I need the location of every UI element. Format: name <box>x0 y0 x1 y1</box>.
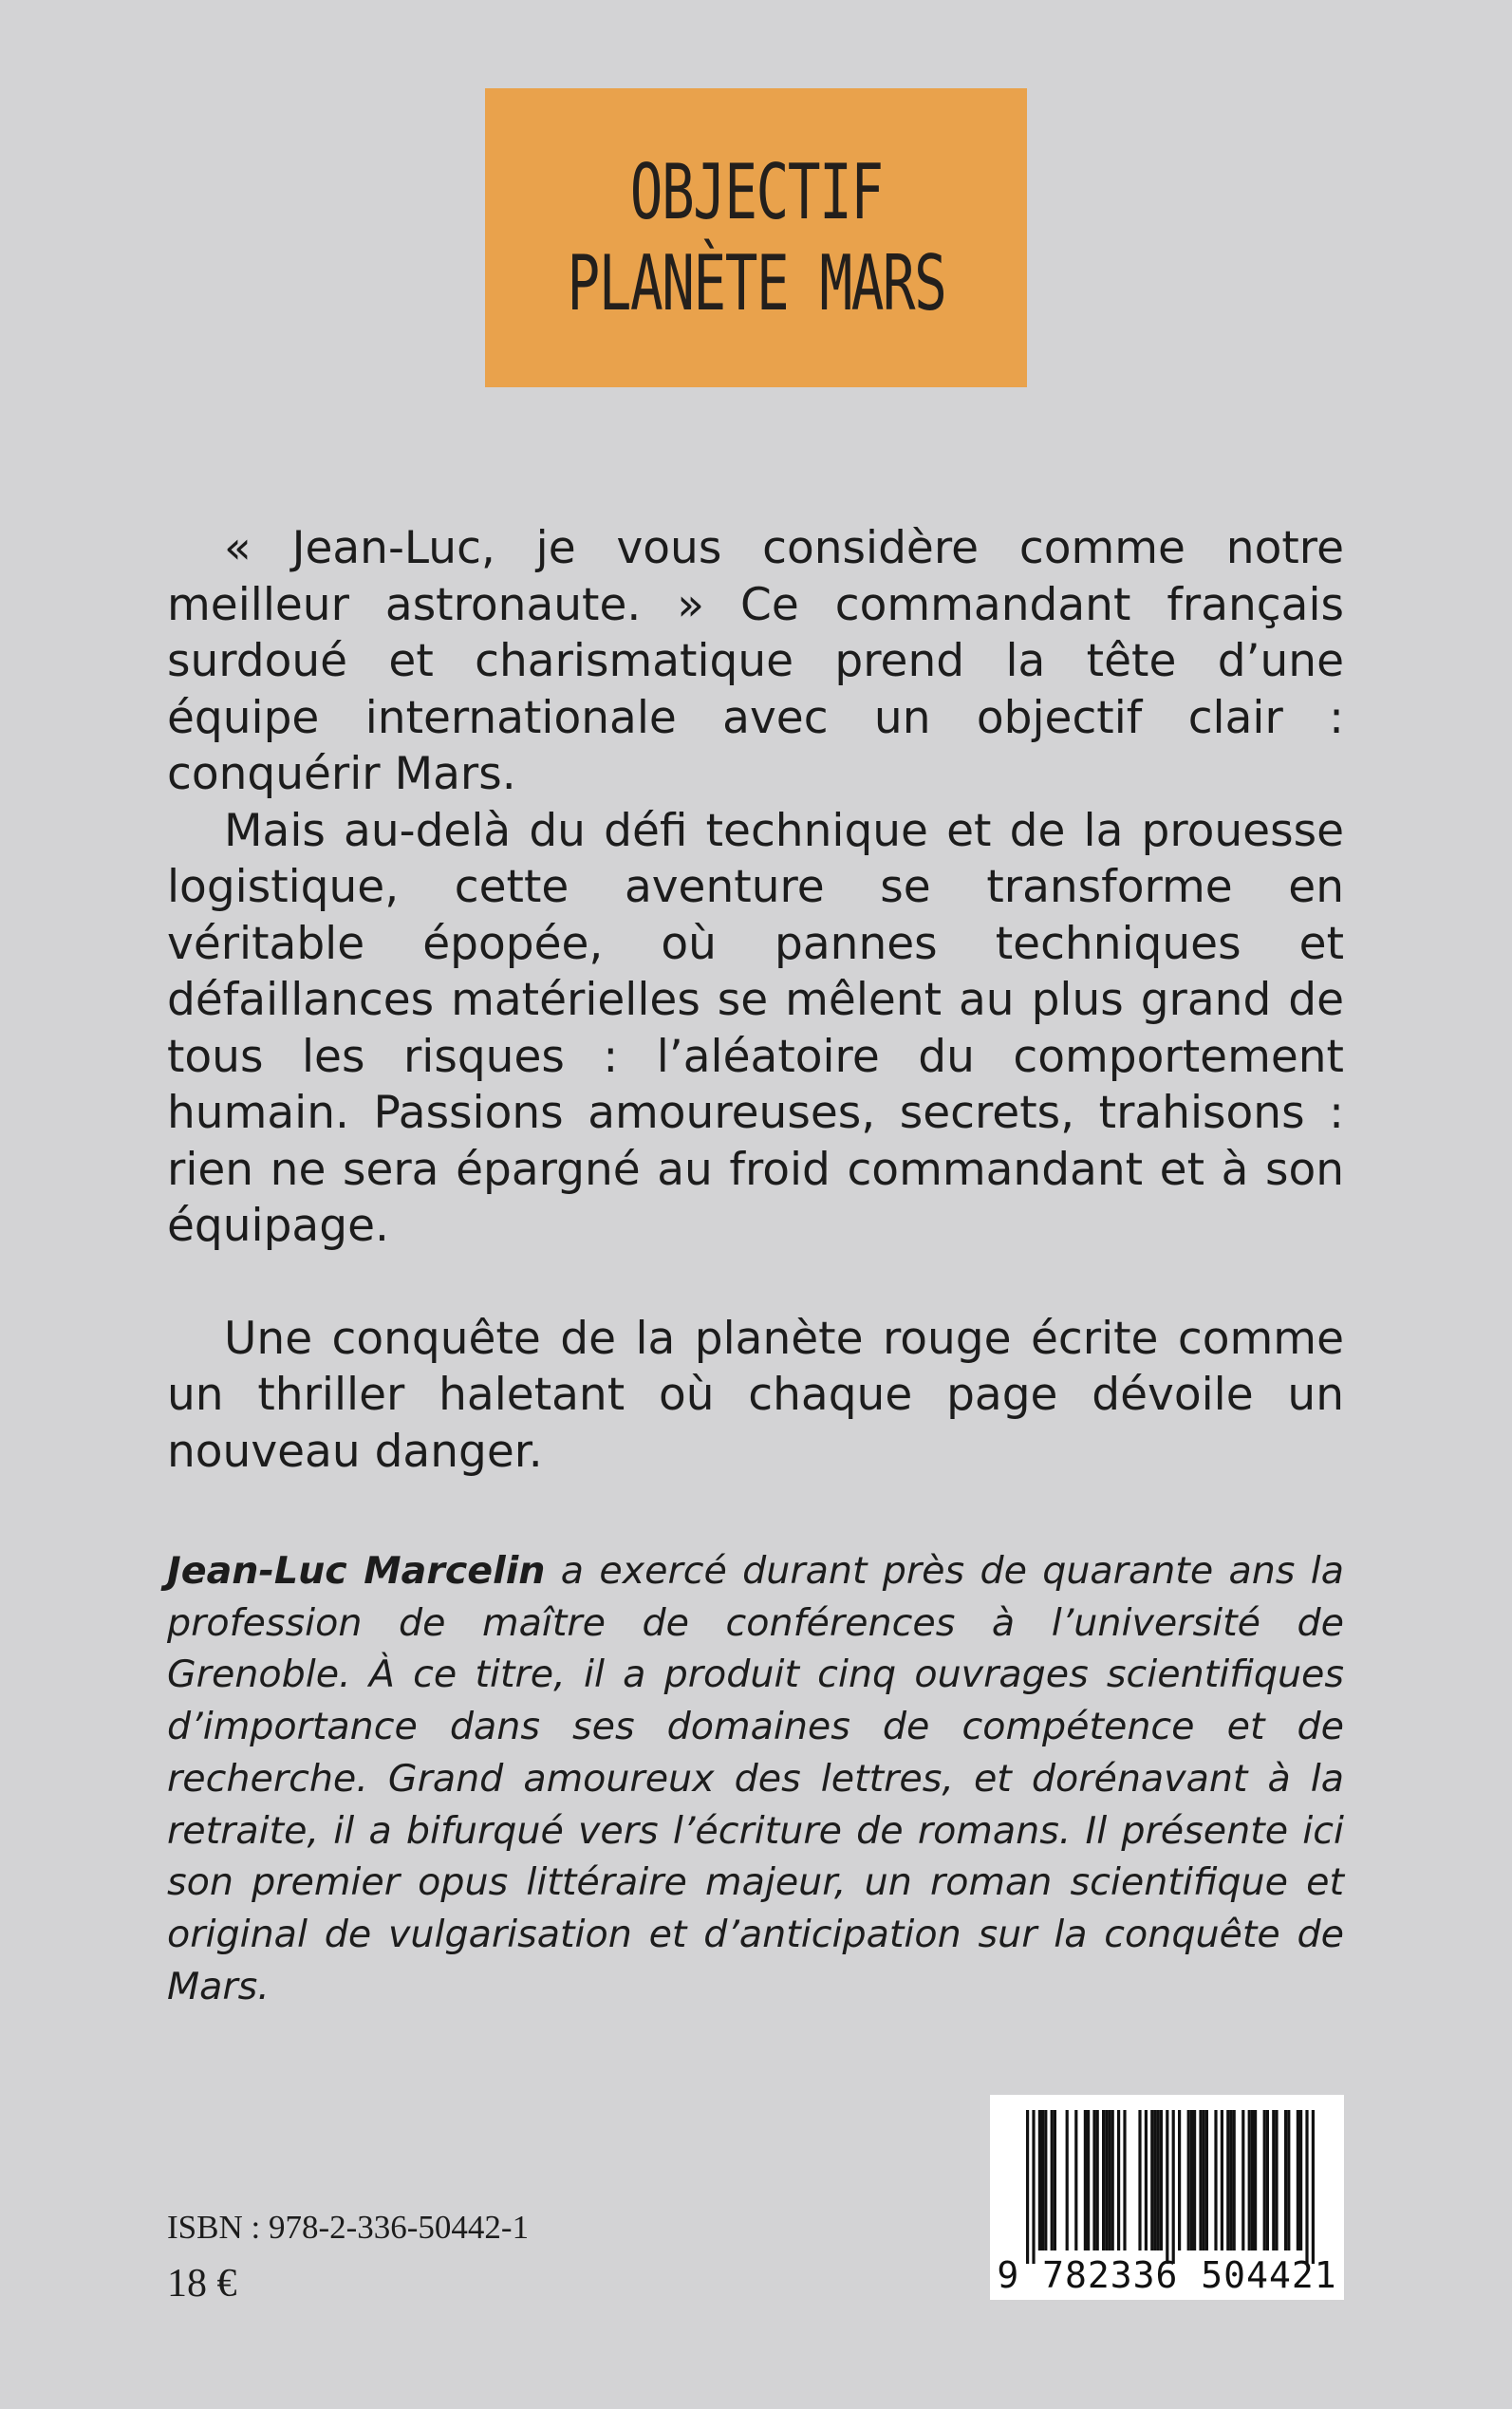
title-line-1: OBJECTIF <box>629 147 883 236</box>
barcode-bar <box>1138 2110 1141 2250</box>
barcode-bar <box>1172 2110 1175 2264</box>
synopsis <box>167 520 1344 1480</box>
barcode-digits: 9 782336 504421 <box>997 2254 1337 2296</box>
barcode-bar <box>1263 2110 1266 2250</box>
barcode-bar <box>1299 2110 1302 2250</box>
barcode-bar <box>1038 2110 1041 2250</box>
author-bio <box>167 1545 1344 2012</box>
barcode-bar <box>1096 2110 1099 2250</box>
barcode <box>990 2095 1344 2300</box>
title-line-2: PLANÈTE MARS <box>567 238 945 327</box>
barcode-bar <box>1297 2110 1299 2250</box>
barcode-bar <box>1251 2110 1254 2250</box>
title-box <box>485 88 1027 387</box>
barcode-bar <box>1229 2110 1232 2250</box>
author-bio-text: a exercé durant près de quarante ans la profession de maître de conférences à l’université de Grenoble. À ce titre, il a produit cinq ouvrages scientifiques d’importance dans ses domaines de compétence et de recherche. Grand amoureux des lettres, et dorénavant à la retraite, il a bifurqué vers l’écriture de romans. Il présente ici son premier opus littéraire majeur, un roman scientifique et original de vulgarisation et d’anticipation sur la conquête de Mars. <box>167 1549 1344 2008</box>
barcode-bar <box>1087 2110 1090 2250</box>
synopsis-paragraph-1: « Jean-Luc, je vous considère comme notre meilleur astronaute. » Ce commandant français surdoué et charismatique prend la tête d’une équipe internationale avec un objectif clair : conquérir Mars. <box>167 522 1344 800</box>
author-bio-paragraph <box>167 1545 1344 2012</box>
barcode-bar <box>1074 2110 1077 2250</box>
barcode-bar <box>1226 2110 1229 2250</box>
barcode-bar <box>1214 2110 1217 2250</box>
barcode-bar <box>1026 2110 1029 2264</box>
barcode-bar <box>1153 2110 1156 2250</box>
isbn: ISBN : 978-2-336-50442-1 <box>167 2209 530 2246</box>
barcode-bar <box>1187 2110 1190 2250</box>
barcode-bar <box>1199 2110 1202 2250</box>
barcode-bar <box>1248 2110 1251 2250</box>
barcode-bar <box>1041 2110 1044 2250</box>
barcode-bar <box>1108 2110 1111 2250</box>
barcode-bar <box>1305 2110 1308 2264</box>
barcode-bar <box>1084 2110 1087 2250</box>
barcode-bar <box>1275 2110 1278 2250</box>
barcode-bar <box>1150 2110 1153 2250</box>
price: 18 € <box>167 2262 237 2306</box>
barcode-bar <box>1266 2110 1269 2250</box>
barcode-bar <box>1312 2110 1315 2264</box>
barcode-bar <box>1205 2110 1208 2250</box>
barcode-bar <box>1157 2110 1160 2250</box>
barcode-bar <box>1044 2110 1047 2250</box>
barcode-bar <box>1254 2110 1257 2250</box>
barcode-bar <box>1032 2110 1035 2264</box>
barcode-bar <box>1111 2110 1114 2250</box>
barcode-bar <box>1221 2110 1223 2250</box>
barcode-bar <box>1051 2110 1054 2250</box>
barcode-bar <box>1193 2110 1196 2250</box>
barcode-bar <box>1178 2110 1181 2250</box>
barcode-bar <box>1272 2110 1275 2250</box>
barcode-bar <box>1284 2110 1287 2250</box>
barcode-bar <box>1166 2110 1168 2264</box>
barcode-bar <box>1203 2110 1205 2250</box>
barcode-bar <box>1241 2110 1244 2250</box>
barcode-bar <box>1054 2110 1056 2250</box>
barcode-bar <box>1105 2110 1108 2250</box>
barcode-bar <box>1092 2110 1095 2250</box>
barcode-bar <box>1066 2110 1069 2250</box>
barcode-bar <box>1117 2110 1120 2250</box>
barcode-bar <box>1102 2110 1105 2250</box>
barcode-bar <box>1233 2110 1236 2250</box>
barcode-bar <box>1123 2110 1126 2250</box>
synopsis-paragraph-2: Mais au-delà du défi technique et de la prouesse logistique, cette aventure se transforme en véritable épopée, où pannes techniques et défaillances matérielles se mêlent au plus grand de tous les risques : l’aléatoire du comportement humain. Passions amoureuses, secrets, trahisons : rien ne sera épargné au froid commandant et à son équipage. <box>167 804 1344 1252</box>
barcode-bar <box>1145 2110 1148 2250</box>
author-name: Jean-Luc Marcelin <box>167 1549 546 1593</box>
synopsis-paragraph-3: Une conquête de la planète rouge écrite comme un thriller haletant où chaque page dévoile un nouveau danger. <box>167 1312 1344 1478</box>
barcode-bar <box>1190 2110 1193 2250</box>
barcode-bar <box>1287 2110 1290 2250</box>
barcode-bar <box>1160 2110 1163 2250</box>
